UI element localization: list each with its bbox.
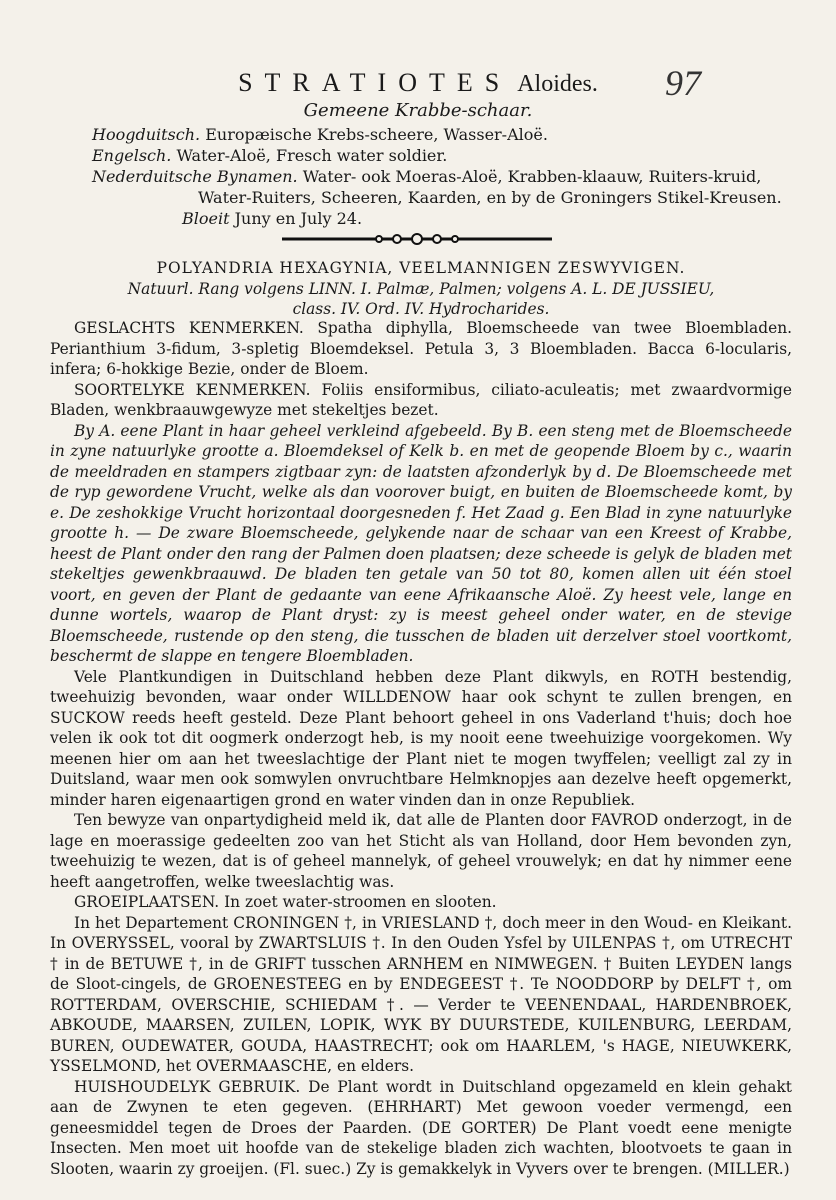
synonym-line: Nederduitsche Bynamen. Water- ook Moeras-Aloë, Krabben-klaauw, Ruiters-kruid, <box>92 167 762 186</box>
household-use: HUISHOUDELYK GEBRUIK. De Plant wordt in Duitschland opgezameld en klein gehakt aan de Zwynen te eten gegeven. (EHRHART) Met gewoon voeder vermengd, een geneesmiddel tegen de Droes der Paarden. (DE GORTER) De Plant voedt eene menigte Insecten. Men moet uit hoofde van de stekelige bladen zich wachten, blootvoets te gaan in Slooten, waarin zy groeijen. (Fl. suec.) Zy is gemakkelyk in Vyvers over te brengen. (MILLER.) <box>50 1077 792 1178</box>
page-number: 97 <box>665 63 701 103</box>
ornamental-divider <box>282 232 552 246</box>
species-name: Aloides. <box>517 71 598 97</box>
page-title <box>0 68 836 98</box>
genus-characters: GESLACHTS KENMERKEN. Spatha diphylla, Bloemscheede van twee Bloembladen. Perianthium 3-fidum, 3-spletig Bloemdeksel. Petula 3, 3 Bloembladen. Bacca 6-locularis, infera; 6-hokkige Bezie, onder de Bloem. <box>50 319 792 378</box>
figure-description: By A. eene Plant in haar geheel verkleind afgebeeld. By B. een steng met de Bloemscheede in zyne natuurlyke grootte a. Bloemdeksel of Kelk b. en met de geopende Bloem by c., waarin de meeldraden en stampers zigtbaar zyn: de laatsten afzonderlyk by d. De Bloemscheede met de ryp gewordene Vrucht, welke als dan voorover buigt, en buiten de Bloemscheede komt, by e. De zeshokkige Vrucht horizontaal doorgesneden f. Het Zaad g. Een Blad in zyne natuurlyke grootte h. — De zware Bloemscheede, gelykende naar de schaar van een Kreest of Krabbe, heest de Plant onder den rang der Palmen doen plaatsen; deze scheede is gelyk de bladen met stekeltjes gewenkbraauwd. De bladen ten getale van 50 tot 80, komen allen uit één stoel voort, en geven der Plant de gedaante van eene Afrikaansche Aloë. Zy heest vele, lange en dunne wortels, waarop de Plant dryst: zy is meest geheel onder water, en de stevige Bloemscheede, rustende op den steng, die tusschen de bladen uit derzelver stoel voortkomt, beschermt de slappe en tengere Bloembladen. <box>50 421 792 665</box>
synonym-line: Engelsch. Water-Aloë, Fresch water soldier. <box>92 146 448 165</box>
habitat-heading: GROEIPLAATSEN. In zoet water-stroomen en slooten. <box>74 893 497 911</box>
genus-name: STRATIOTES <box>238 68 512 97</box>
paragraph-ten: Ten bewyze van onpartydigheid meld ik, dat alle de Planten door FAVROD onderzogt, in de lage en moerassige gedeelten zoo van het Sticht als van Holland, door Hem bevonden zyn, tweehuizig te wezen, dat is of geheel mannelyk, of geheel vrouwelyk; en dat hy nimmer eene heeft aangetroffen, welke tweeslachtig was. <box>50 811 792 891</box>
classification-block <box>50 258 792 320</box>
classification-line: class. IV. Ord. IV. Hydrocharides. <box>292 300 550 318</box>
species-characters: SOORTELYKE KENMERKEN. Foliis ensiformibus, ciliato-aculeatis; met zwaardvormige Bladen, wenkbraauwgewyze met stekeltjes bezet. <box>50 380 792 419</box>
main-text <box>50 318 792 1179</box>
locations: In het Departement CRONINGEN †, in VRIESLAND †, doch meer in den Woud- en Kleikant. In OVERYSSEL, vooral by ZWARTSLUIS †. In den Ouden Ysfel by UILENPAS †, om UTRECHT † in de BETUWE †, in de GRIFT tusschen ARNHEM en NIMWEGEN. † Buiten LEYDEN langs de Sloot-cingels, de GROENESTEEG en by ENDEGEEST †. Te NOODDORP by DELFT †, om ROTTERDAM, OVERSCHIE, SCHIEDAM †. — Verder te VEENENDAAL, HARDENBROEK, ABKOUDE, MAARSEN, ZUILEN, LOPIK, WYK BY DUURSTEDE, KUILENBURG, LEERDAM, BUREN, OUDEWATER, GOUDA, HAASTRECHT; ook om HAARLEM, 's HAGE, NIEUWKERK, YSSELMOND, het OVERMAASCHE, en elders. <box>50 913 792 1075</box>
common-name: Gemeene Krabbe-schaar. <box>303 100 533 121</box>
bloom-line: Bloeit Juny en July 24. <box>182 209 363 228</box>
paragraph-vele: Vele Plantkundigen in Duitschland hebben deze Plant dikwyls, en ROTH bestendig, tweehuizig bevonden, waar onder WILLDENOW haar ook schynt te zullen brengen, en SUCKOW reeds heeft gesteld. Deze Plant behoort geheel in ons Vaderland t'huis; doch hoe velen ik ook tot dit oogmerk onderzogt heb, is my nooit eene tweehuizige voorgekomen. Wy meenen hier om aan het tweeslachtige der Plant niet te mogen twyffelen; veelligt zal zy in Duitsland, waar men ook somwylen onvruchtbare Helmknopjes aan dezelve heeft opgemerkt, minder haren eigenaartigen grond en water vinden dan in onze Republiek. <box>50 667 792 809</box>
synonym-line: Water-Ruiters, Scheeren, Kaarden, en by de Groningers Stikel-Kreusen. <box>198 188 782 207</box>
synonym-line: Hoogduitsch. Europæische Krebs-scheere, Wasser-Aloë. <box>92 125 548 144</box>
classification-line: POLYANDRIA HEXAGYNIA, VEELMANNIGEN ZESWYVIGEN. <box>156 259 686 277</box>
classification-line: Natuurl. Rang volgens LINN. I. Palmæ, Palmen; volgens A. L. DE JUSSIEU, <box>127 279 715 298</box>
